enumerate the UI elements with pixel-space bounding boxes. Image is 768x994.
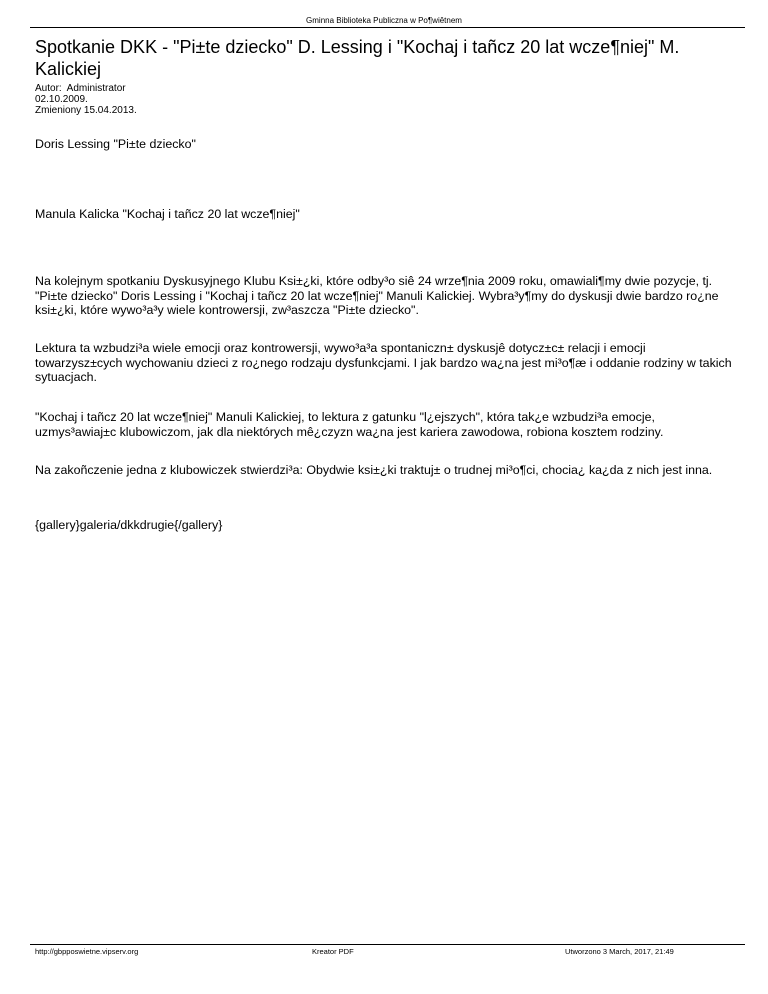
footer-divider bbox=[30, 944, 745, 945]
footer-generator: Kreator PDF bbox=[312, 947, 354, 956]
footer-created: Utworzono 3 March, 2017, 21:49 bbox=[565, 947, 674, 956]
publish-date: 02.10.2009. bbox=[35, 94, 88, 105]
article-title: Spotkanie DKK - "Pi±te dziecko" D. Lessing i "Kochaj i tañcz 20 lat wcze¶niej" M. Kalickiej bbox=[35, 37, 680, 79]
book-caption-2: Manula Kalicka "Kochaj i tañcz 20 lat wcze¶niej" bbox=[35, 207, 300, 221]
article-paragraph: Lektura ta wzbudzi³a wiele emocji oraz kontrowersji, wywo³a³a spontaniczn± dyskusjê dotycz±c± relacji i emocji towarzysz±cych wychowaniu dzieci z ro¿nego rodzaju dysfunkcjami. I jak bardzo wa¿na jest mi³o¶æ i oddanie rodziny w takich sytuacjach. bbox=[35, 341, 732, 385]
article-paragraph: "Kochaj i tañcz 20 lat wcze¶niej" Manuli Kalickiej, to lektura z gatunku "l¿ejszych", która tak¿e wzbudzi³a emocje, uzmys³awiaj±c klubowiczom, jak dla niektórych mê¿czyzn wa¿na jest kariera zawodowa, robiona kosztem rodziny. bbox=[35, 410, 664, 439]
article-paragraph: Na kolejnym spotkaniu Dyskusyjnego Klubu Ksi±¿ki, które odby³o siê 24 wrze¶nia 2009 roku, omawiali¶my dwie pozycje, tj. "Pi±te dziecko" Doris Lessing i "Kochaj i tañcz 20 lat wcze¶niej" Manuli Kalickiej. Wybra³y¶my do dyskusji dwie bardzo ro¿ne ksi±¿ki, które wywo³a³y wiele kontrowersji, zw³aszcza "Pi±te dziecko". bbox=[35, 274, 719, 318]
gallery-placeholder: {gallery}galeria/dkkdrugie{/gallery} bbox=[35, 518, 223, 532]
article-paragraph: Na zakoñczenie jedna z klubowiczek stwierdzi³a: Obydwie ksi±¿ki traktuj± o trudnej mi³o¶ci, chocia¿ ka¿da z nich jest inna. bbox=[35, 463, 713, 477]
author-line: Autor: Administrator bbox=[35, 83, 126, 94]
book-caption-1: Doris Lessing "Pi±te dziecko" bbox=[35, 137, 196, 151]
modified-date: Zmieniony 15.04.2013. bbox=[35, 105, 137, 116]
page-header-site-name: Gminna Biblioteka Publiczna w Po¶wiêtnem bbox=[306, 16, 462, 25]
header-divider bbox=[30, 27, 745, 28]
article-meta bbox=[35, 83, 137, 116]
footer-url[interactable]: http://gbpposwietne.vipserv.org bbox=[35, 947, 139, 956]
